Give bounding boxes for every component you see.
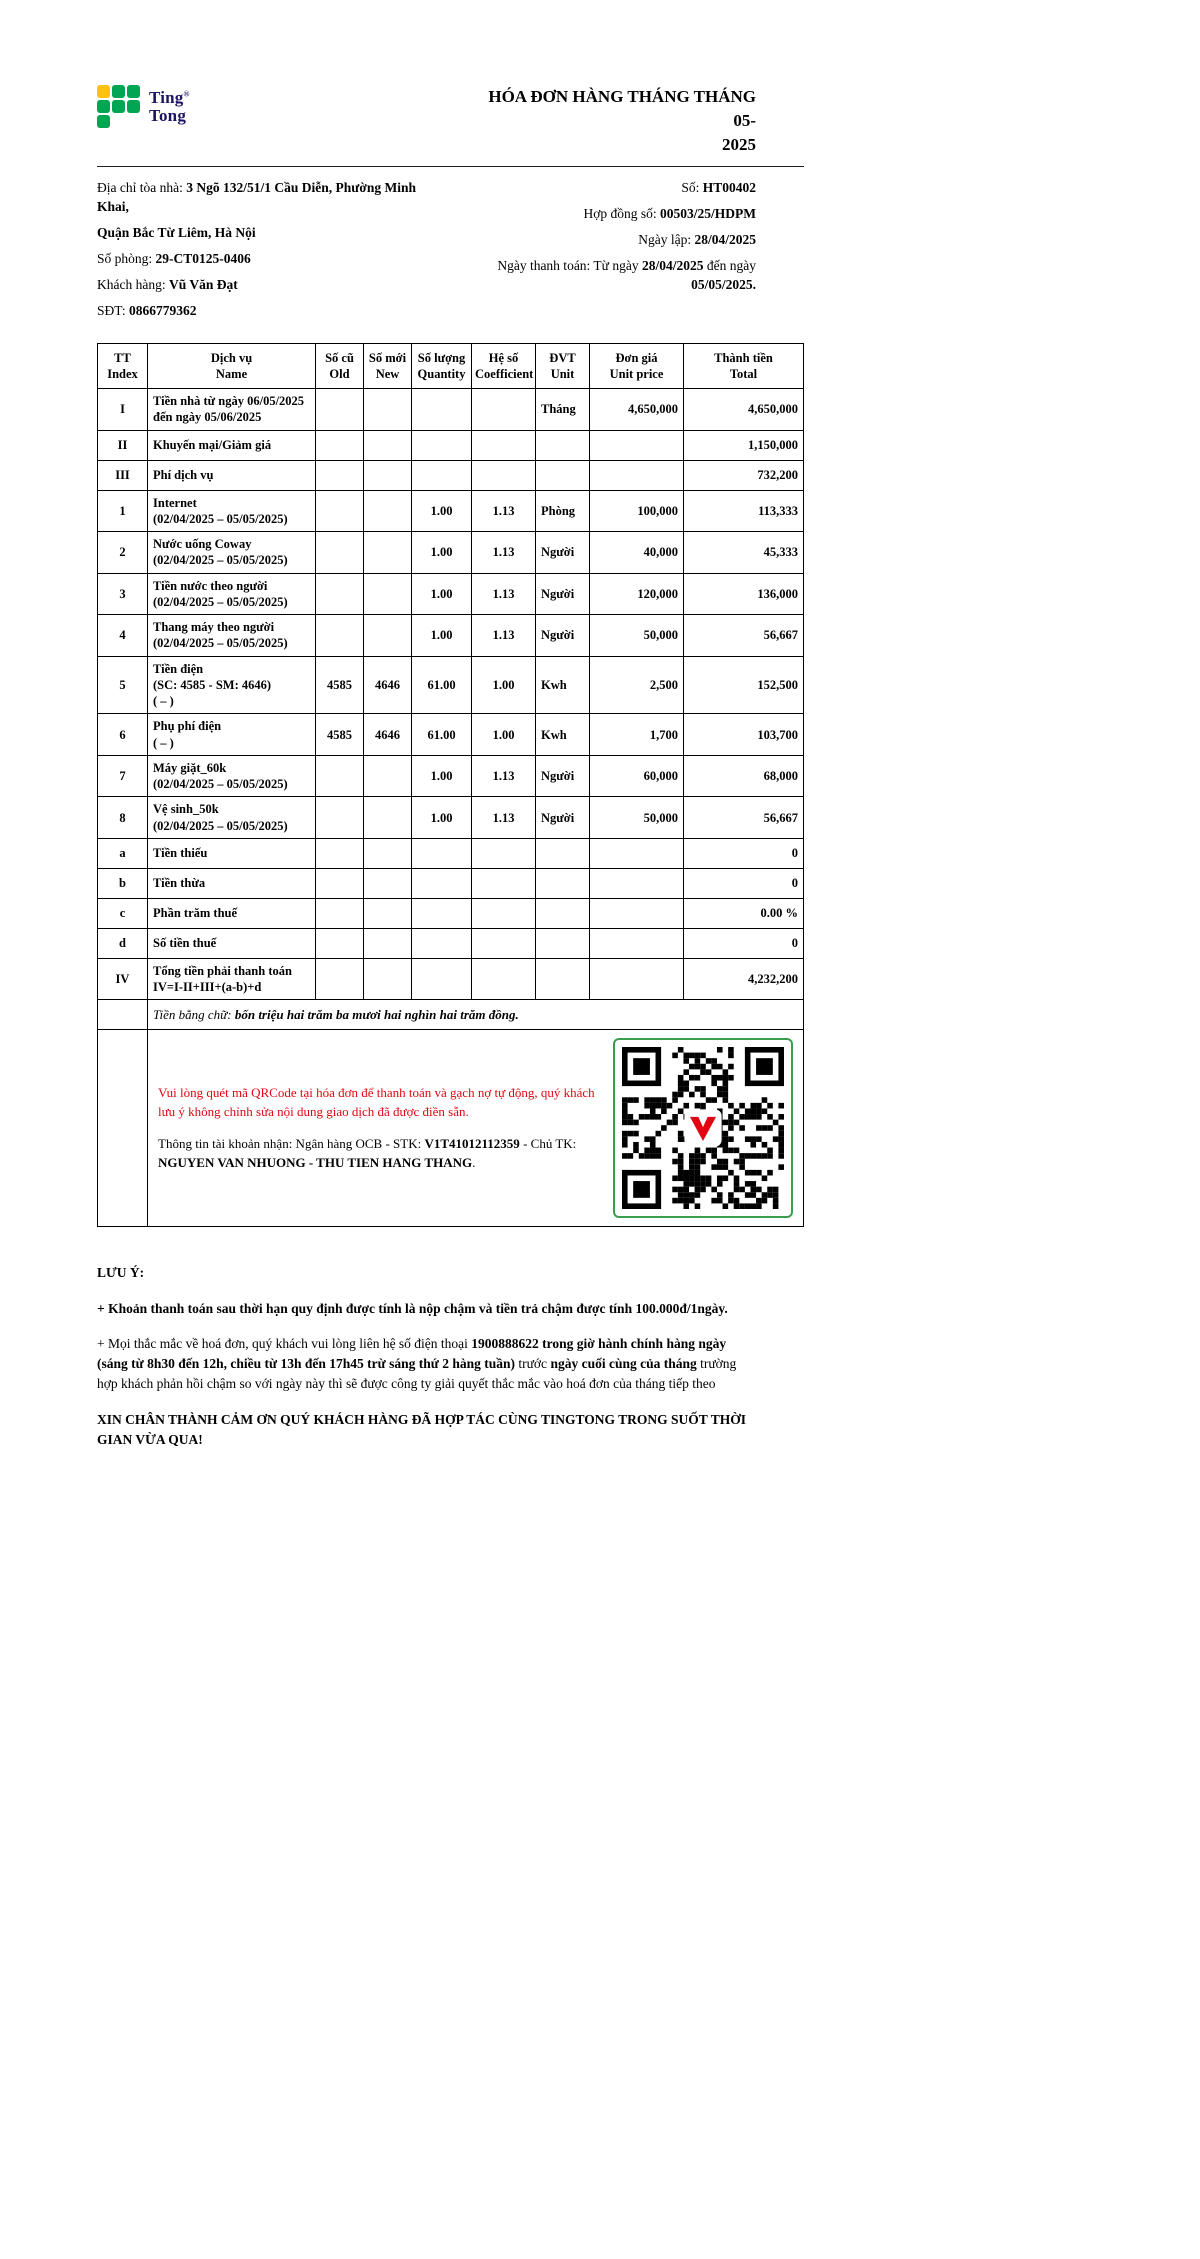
cell-new — [364, 755, 412, 797]
cell-qty — [412, 958, 472, 1000]
col-header-index: TT Index — [98, 343, 148, 389]
table-row — [98, 958, 804, 1000]
invoice-title: HÓA ĐƠN HÀNG THÁNG THÁNG 05- 2025 — [488, 87, 756, 154]
cell-unit: Kwh — [536, 656, 590, 714]
building-address: Địa chỉ tòa nhà: 3 Ngõ 132/51/1 Cầu Diễn, Phường Minh Khai, — [97, 180, 416, 215]
cell-price — [590, 928, 684, 958]
cell-old — [316, 389, 364, 431]
cell-price — [590, 898, 684, 928]
table-row — [98, 868, 804, 898]
cell-new — [364, 958, 412, 1000]
cell-total: 0 — [684, 838, 804, 868]
table-row — [98, 532, 804, 574]
cell-coef — [472, 838, 536, 868]
cell-tt: 7 — [98, 755, 148, 797]
cell-price: 50,000 — [590, 797, 684, 839]
col-header-unit-price: Đơn giá Unit price — [590, 343, 684, 389]
closing-thanks: XIN CHÂN THÀNH CẢM ƠN QUÝ KHÁCH HÀNG ĐÃ HỢP TÁC CÙNG TINGTONG TRONG SUỐT THỜI GIAN VỪA QUA! — [97, 1411, 746, 1447]
brand-name: Ting® Tong — [149, 88, 190, 125]
cell-price: 50,000 — [590, 615, 684, 657]
cell-coef: 1.13 — [472, 490, 536, 532]
cell-tt: 4 — [98, 615, 148, 657]
cell-old — [316, 573, 364, 615]
cell-name: Phí dịch vụ — [148, 460, 316, 490]
payment-period: Ngày thanh toán: Từ ngày 28/04/2025 đến ngày 05/05/2025. — [497, 258, 756, 292]
cell-coef — [472, 389, 536, 431]
cell-price — [590, 868, 684, 898]
table-row — [98, 755, 804, 797]
cell-price — [590, 838, 684, 868]
cell-price: 60,000 — [590, 755, 684, 797]
cell-price: 2,500 — [590, 656, 684, 714]
cell-unit: Người — [536, 573, 590, 615]
cell-price: 40,000 — [590, 532, 684, 574]
cell-new — [364, 532, 412, 574]
cell-qty: 1.00 — [412, 532, 472, 574]
cell-new — [364, 928, 412, 958]
cell-new — [364, 389, 412, 431]
cell-qty: 61.00 — [412, 656, 472, 714]
cell-old — [316, 755, 364, 797]
cell-price: 100,000 — [590, 490, 684, 532]
registered-mark: ® — [183, 89, 190, 99]
cell-tt: 1 — [98, 490, 148, 532]
cell-name: Số tiền thuế — [148, 928, 316, 958]
cell-name: Phần trăm thuế — [148, 898, 316, 928]
cell-old — [316, 868, 364, 898]
cell-old — [316, 532, 364, 574]
cell-old — [316, 460, 364, 490]
room-number: Số phòng: 29-CT0125-0406 — [97, 251, 251, 267]
cell-price — [590, 958, 684, 1000]
cell-price: 4,650,000 — [590, 389, 684, 431]
cell-coef — [472, 898, 536, 928]
cell-qty: 1.00 — [412, 615, 472, 657]
cell-total: 56,667 — [684, 615, 804, 657]
issue-date: Ngày lập: 28/04/2025 — [638, 232, 756, 248]
cell-qty: 1.00 — [412, 755, 472, 797]
invoice-sheet — [97, 0, 804, 1450]
cell-tt: I — [98, 389, 148, 431]
cell-unit: Phòng — [536, 490, 590, 532]
invoice-number: Số: HT00402 — [681, 180, 756, 196]
table-row — [98, 573, 804, 615]
table-row — [98, 430, 804, 460]
cell-old: 4585 — [316, 714, 364, 756]
cell-new — [364, 615, 412, 657]
cell-tt: II — [98, 430, 148, 460]
cell-total: 152,500 — [684, 656, 804, 714]
cell-new: 4646 — [364, 714, 412, 756]
cell-qty: 1.00 — [412, 797, 472, 839]
service-table-body — [98, 389, 804, 1000]
cell-tt: 8 — [98, 797, 148, 839]
table-row — [98, 898, 804, 928]
cell-tt: 3 — [98, 573, 148, 615]
cell-name: Tiền nước theo người (02/04/2025 – 05/05/2025) — [148, 573, 316, 615]
cell-coef — [472, 958, 536, 1000]
cell-new — [364, 797, 412, 839]
cell-unit — [536, 898, 590, 928]
customer-phone: SĐT: 0866779362 — [97, 302, 197, 318]
table-row — [98, 714, 804, 756]
qr-code-icon — [622, 1047, 784, 1209]
cell-old — [316, 490, 364, 532]
cell-new — [364, 838, 412, 868]
table-row — [98, 460, 804, 490]
cell-tt: a — [98, 838, 148, 868]
cell-unit — [536, 460, 590, 490]
cell-empty — [98, 1000, 148, 1030]
note-late-payment: + Khoản thanh toán sau thời hạn quy định được tính là nộp chậm và tiền trả chậm được tính 100.000đ/1ngày. — [97, 1300, 728, 1316]
table-row — [98, 615, 804, 657]
cell-price — [590, 460, 684, 490]
cell-total: 1,150,000 — [684, 430, 804, 460]
cell-total: 0 — [684, 928, 804, 958]
tingtong-logo-icon — [97, 85, 140, 128]
amount-in-words: Tiền bằng chữ: bốn triệu hai trăm ba mươi hai nghìn hai trăm đồng. — [148, 1000, 804, 1030]
cell-name: Nước uống Coway (02/04/2025 – 05/05/2025) — [148, 532, 316, 574]
cell-new — [364, 898, 412, 928]
cell-qty — [412, 868, 472, 898]
cell-total: 113,333 — [684, 490, 804, 532]
qr-payment-notice: Vui lòng quét mã QRCode tại hóa đơn để thanh toán và gạch nợ tự động, quý khách lưu ý không chỉnh sửa nội dung giao dịch đã được điền sẵn. — [158, 1084, 595, 1119]
cell-qty — [412, 460, 472, 490]
cell-unit — [536, 838, 590, 868]
cell-unit: Tháng — [536, 389, 590, 431]
cell-old: 4585 — [316, 656, 364, 714]
cell-tt: 2 — [98, 532, 148, 574]
cell-total: 56,667 — [684, 797, 804, 839]
cell-tt: d — [98, 928, 148, 958]
col-header-unit: ĐVT Unit — [536, 343, 590, 389]
cell-total: 136,000 — [684, 573, 804, 615]
table-row — [98, 838, 804, 868]
bank-account-info: Thông tin tài khoản nhận: Ngân hàng OCB - STK: V1T41012112359 - Chủ TK: NGUYEN VAN NHUONG - THU TIEN HANG THANG. — [158, 1136, 577, 1171]
cell-name: Máy giặt_60k (02/04/2025 – 05/05/2025) — [148, 755, 316, 797]
table-row — [98, 797, 804, 839]
cell-total: 4,650,000 — [684, 389, 804, 431]
cell-tt: IV — [98, 958, 148, 1000]
cell-unit: Kwh — [536, 714, 590, 756]
note-contact: + Mọi thắc mắc về hoá đơn, quý khách vui lòng liên hệ số điện thoại 1900888622 trong giờ hành chính hàng ngày (sáng từ 8h30 đến 12h, chiều từ 13h đến 17h45 trừ sáng thứ 2 hàng tuần) trước ngày cuối cùng của tháng trường hợp khách phản hồi chậm so với ngày này thì sẽ được công ty giải quyết thắc mắc vào hoá đơn của tháng tiếp theo — [97, 1335, 737, 1392]
table-row — [98, 389, 804, 431]
invoice-info — [97, 179, 804, 327]
notes-section — [97, 1263, 752, 1450]
cell-name: Tổng tiền phải thanh toán IV=I-II+III+(a-b)+d — [148, 958, 316, 1000]
cell-name: Tiền thừa — [148, 868, 316, 898]
invoice-table — [97, 343, 804, 1228]
cell-qty — [412, 898, 472, 928]
cell-new — [364, 490, 412, 532]
brand-logo — [97, 85, 190, 128]
customer-info — [97, 179, 440, 327]
cell-total: 0.00 % — [684, 898, 804, 928]
cell-total: 4,232,200 — [684, 958, 804, 1000]
qr-row — [98, 1030, 804, 1227]
invoice-header — [97, 85, 804, 167]
cell-old — [316, 958, 364, 1000]
table-row — [98, 656, 804, 714]
cell-price: 1,700 — [590, 714, 684, 756]
cell-new — [364, 868, 412, 898]
cell-name: Tiền nhà từ ngày 06/05/2025 đến ngày 05/06/2025 — [148, 389, 316, 431]
col-header-coefficient: Hệ số Coefficient — [472, 343, 536, 389]
cell-tt: III — [98, 460, 148, 490]
cell-price — [590, 430, 684, 460]
cell-qty — [412, 928, 472, 958]
cell-coef — [472, 868, 536, 898]
table-row — [98, 490, 804, 532]
cell-unit: Người — [536, 532, 590, 574]
cell-coef — [472, 430, 536, 460]
cell-tt: 6 — [98, 714, 148, 756]
cell-unit — [536, 868, 590, 898]
col-header-name: Dịch vụ Name — [148, 343, 316, 389]
qr-section — [148, 1030, 804, 1227]
cell-old — [316, 615, 364, 657]
cell-total: 732,200 — [684, 460, 804, 490]
cell-price: 120,000 — [590, 573, 684, 615]
cell-old — [316, 898, 364, 928]
table-header-row — [98, 343, 804, 389]
cell-tt: b — [98, 868, 148, 898]
cell-coef: 1.13 — [472, 755, 536, 797]
cell-tt: 5 — [98, 656, 148, 714]
invoice-meta — [440, 179, 804, 327]
table-row — [98, 928, 804, 958]
cell-total: 45,333 — [684, 532, 804, 574]
cell-unit — [536, 928, 590, 958]
cell-name: Phụ phí điện ( – ) — [148, 714, 316, 756]
amount-in-words-row — [98, 1000, 804, 1030]
cell-new — [364, 573, 412, 615]
building-address-line2: Quận Bắc Từ Liêm, Hà Nội — [97, 225, 256, 241]
cell-name: Tiền thiếu — [148, 838, 316, 868]
col-header-old: Số cũ Old — [316, 343, 364, 389]
col-header-total: Thành tiền Total — [684, 343, 804, 389]
cell-old — [316, 430, 364, 460]
cell-qty — [412, 838, 472, 868]
cell-name: Internet (02/04/2025 – 05/05/2025) — [148, 490, 316, 532]
cell-old — [316, 797, 364, 839]
cell-name: Vệ sinh_50k (02/04/2025 – 05/05/2025) — [148, 797, 316, 839]
cell-old — [316, 928, 364, 958]
cell-unit: Người — [536, 797, 590, 839]
cell-unit: Người — [536, 615, 590, 657]
cell-tt: c — [98, 898, 148, 928]
cell-name: Khuyến mại/Giảm giá — [148, 430, 316, 460]
cell-unit — [536, 958, 590, 1000]
cell-new — [364, 460, 412, 490]
payment-instructions — [158, 1084, 598, 1173]
customer-name: Khách hàng: Vũ Văn Đạt — [97, 276, 238, 292]
cell-name: Thang máy theo người (02/04/2025 – 05/05/2025) — [148, 615, 316, 657]
cell-qty: 1.00 — [412, 490, 472, 532]
cell-name: Tiền điện (SC: 4585 - SM: 4646) ( – ) — [148, 656, 316, 714]
contract-number: Hợp đồng số: 00503/25/HDPM — [583, 206, 756, 222]
cell-coef — [472, 460, 536, 490]
cell-coef — [472, 928, 536, 958]
cell-total: 0 — [684, 868, 804, 898]
cell-unit: Người — [536, 755, 590, 797]
cell-old — [316, 838, 364, 868]
cell-new — [364, 430, 412, 460]
cell-empty — [98, 1030, 148, 1227]
cell-total: 103,700 — [684, 714, 804, 756]
cell-unit — [536, 430, 590, 460]
cell-qty — [412, 389, 472, 431]
cell-qty: 1.00 — [412, 573, 472, 615]
cell-total: 68,000 — [684, 755, 804, 797]
cell-coef: 1.13 — [472, 615, 536, 657]
notes-title: LƯU Ý: — [97, 1265, 145, 1281]
cell-coef: 1.00 — [472, 714, 536, 756]
cell-coef: 1.13 — [472, 797, 536, 839]
col-header-quantity: Số lượng Quantity — [412, 343, 472, 389]
cell-qty: 61.00 — [412, 714, 472, 756]
cell-coef: 1.13 — [472, 532, 536, 574]
cell-new: 4646 — [364, 656, 412, 714]
qr-code-frame — [613, 1038, 793, 1218]
cell-coef: 1.13 — [472, 573, 536, 615]
col-header-new: Số mới New — [364, 343, 412, 389]
cell-qty — [412, 430, 472, 460]
cell-coef: 1.00 — [472, 656, 536, 714]
